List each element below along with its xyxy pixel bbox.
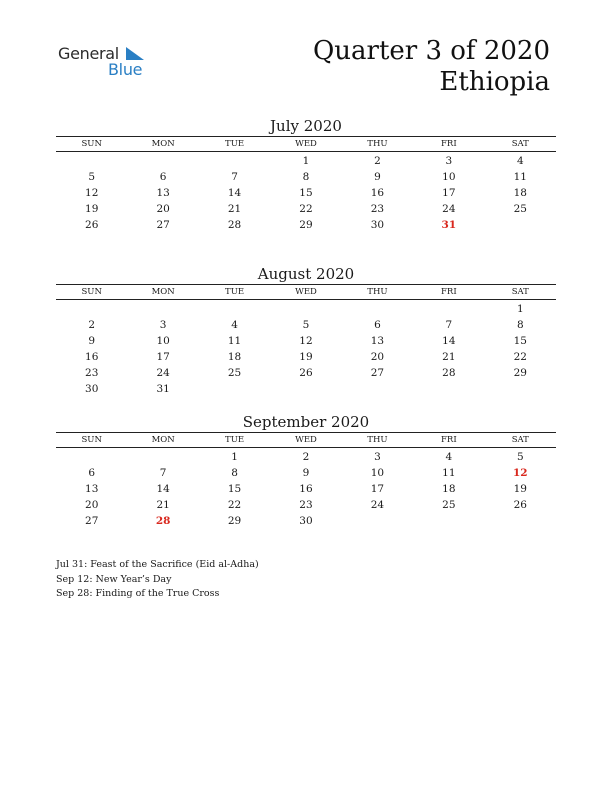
day-cell: 3 [374, 451, 381, 463]
day-cell: 25 [442, 499, 456, 511]
day-cell: 2 [302, 451, 310, 463]
day-cell: 17 [370, 483, 385, 495]
day-cell: 10 [370, 467, 385, 479]
day-cell: 4 [231, 319, 238, 331]
calendar-grid [56, 432, 556, 529]
empty-day-cell [199, 153, 270, 169]
day-cell: 6 [159, 171, 167, 183]
weekday-header: FRI [413, 136, 484, 152]
day-cell: 19 [513, 483, 527, 495]
weekday-header: FRI [413, 432, 484, 448]
empty-day-cell [127, 449, 198, 465]
day-cell: 6 [88, 467, 96, 479]
day-cell: 21 [442, 351, 456, 363]
weekday-header: SAT [485, 432, 556, 448]
calendar-grid [56, 284, 556, 397]
day-cell: 2 [88, 319, 96, 331]
weekday-header: THU [342, 136, 413, 152]
day-cell: 13 [370, 335, 385, 347]
empty-day-cell [56, 449, 127, 465]
holiday-note: Sep 28: Finding of the True Cross [56, 588, 220, 599]
day-cell: 5 [516, 451, 524, 463]
day-cell: 27 [370, 367, 385, 379]
day-cell: 8 [302, 171, 310, 183]
day-cell: 11 [442, 467, 456, 479]
holiday-note: Jul 31: Feast of the Sacrifice (Eid al-Adha) [56, 559, 259, 570]
day-cell: 7 [231, 171, 238, 183]
weekday-header: THU [342, 432, 413, 448]
day-cell: 26 [513, 499, 527, 511]
weekday-header: TUE [199, 136, 270, 152]
generalblue-logo [58, 44, 168, 84]
holiday-day-cell: 31 [441, 219, 457, 231]
day-cell: 10 [442, 171, 456, 183]
empty-day-cell [127, 301, 198, 317]
day-cell: 18 [513, 187, 527, 199]
weekday-header: THU [342, 284, 413, 300]
day-cell: 29 [299, 219, 313, 231]
day-cell: 5 [88, 171, 96, 183]
logo-blue-text: Blue [108, 60, 143, 79]
day-cell: 14 [156, 483, 170, 495]
day-cell: 20 [156, 203, 170, 215]
weekday-header: MON [127, 432, 198, 448]
day-cell: 19 [85, 203, 99, 215]
day-cell: 10 [156, 335, 170, 347]
day-cell: 25 [513, 203, 527, 215]
day-cell: 30 [299, 515, 313, 527]
day-cell: 26 [85, 219, 99, 231]
day-cell: 22 [227, 499, 242, 511]
day-cell: 3 [445, 155, 453, 167]
day-cell: 5 [302, 319, 310, 331]
quarter-title: Quarter 3 of 2020 [312, 36, 550, 66]
holiday-day-cell: 12 [512, 467, 528, 479]
month-september [56, 412, 556, 529]
day-cell: 18 [227, 351, 242, 363]
weekday-header: SUN [56, 432, 127, 448]
holiday-notes [56, 558, 259, 602]
day-cell: 25 [227, 367, 242, 379]
empty-day-cell [56, 153, 127, 169]
day-cell: 22 [513, 351, 527, 363]
day-cell: 1 [516, 303, 524, 315]
empty-day-cell [127, 153, 198, 169]
day-cell: 9 [302, 467, 310, 479]
day-cell: 9 [88, 335, 96, 347]
day-cell: 12 [85, 187, 99, 199]
country-title: Ethiopia [439, 67, 550, 97]
day-cell: 6 [374, 319, 381, 331]
day-cell: 20 [85, 499, 99, 511]
calendar-grid [56, 136, 556, 233]
day-cell: 4 [516, 155, 524, 167]
holiday-day-cell: 28 [155, 515, 171, 527]
day-cell: 28 [442, 367, 456, 379]
weekday-header: WED [270, 284, 341, 300]
empty-day-cell [56, 301, 127, 317]
day-cell: 29 [513, 367, 527, 379]
day-cell: 17 [442, 187, 456, 199]
day-cell: 15 [227, 483, 242, 495]
day-cell: 31 [156, 383, 170, 395]
day-cell: 27 [156, 219, 170, 231]
day-cell: 19 [299, 351, 313, 363]
empty-day-cell [199, 301, 270, 317]
weekday-header: FRI [413, 284, 484, 300]
day-cell: 11 [513, 171, 527, 183]
empty-day-cell [413, 301, 484, 317]
day-cell: 16 [370, 187, 385, 199]
day-cell: 23 [370, 203, 385, 215]
weekday-header: SAT [485, 284, 556, 300]
day-cell: 24 [156, 367, 170, 379]
day-cell: 21 [156, 499, 170, 511]
day-cell: 23 [85, 367, 99, 379]
day-cell: 20 [370, 351, 385, 363]
day-cell: 22 [299, 203, 313, 215]
month-title: July 2020 [270, 117, 342, 135]
day-cell: 15 [299, 187, 313, 199]
day-cell: 3 [159, 319, 167, 331]
day-cell: 7 [445, 319, 453, 331]
day-cell: 13 [85, 483, 99, 495]
weekday-header: TUE [199, 284, 270, 300]
logo-triangle-icon [124, 47, 144, 61]
month-title: September 2020 [242, 413, 370, 431]
day-cell: 28 [227, 219, 242, 231]
day-cell: 17 [156, 351, 170, 363]
empty-day-cell [270, 301, 341, 317]
weekday-header: MON [127, 284, 198, 300]
weekday-header: MON [127, 136, 198, 152]
day-cell: 8 [516, 319, 524, 331]
day-cell: 14 [227, 187, 242, 199]
day-cell: 30 [85, 383, 99, 395]
weekday-header: WED [270, 432, 341, 448]
day-cell: 2 [374, 155, 381, 167]
weekday-header: WED [270, 136, 341, 152]
day-cell: 24 [442, 203, 456, 215]
day-cell: 11 [227, 335, 242, 347]
day-cell: 18 [442, 483, 456, 495]
month-title: August 2020 [257, 265, 355, 283]
weekday-header: SUN [56, 284, 127, 300]
day-cell: 15 [513, 335, 527, 347]
day-cell: 16 [85, 351, 99, 363]
weekday-header: SUN [56, 136, 127, 152]
day-cell: 16 [299, 483, 313, 495]
day-cell: 9 [374, 171, 381, 183]
day-cell: 24 [370, 499, 385, 511]
logo-general-text: General [58, 44, 119, 63]
weekday-header: TUE [199, 432, 270, 448]
day-cell: 21 [227, 203, 242, 215]
day-cell: 1 [231, 451, 238, 463]
month-august [56, 264, 556, 397]
page-title [313, 36, 550, 98]
month-july [56, 116, 556, 233]
day-cell: 27 [85, 515, 99, 527]
day-cell: 12 [299, 335, 313, 347]
day-cell: 8 [231, 467, 238, 479]
day-cell: 4 [445, 451, 453, 463]
day-cell: 14 [442, 335, 456, 347]
empty-day-cell [342, 301, 413, 317]
day-cell: 1 [302, 155, 310, 167]
day-cell: 30 [370, 219, 385, 231]
holiday-note: Sep 12: New Year’s Day [56, 573, 172, 585]
day-cell: 7 [159, 467, 167, 479]
day-cell: 23 [299, 499, 313, 511]
day-cell: 29 [227, 515, 242, 527]
day-cell: 13 [156, 187, 170, 199]
day-cell: 26 [299, 367, 313, 379]
weekday-header: SAT [485, 136, 556, 152]
